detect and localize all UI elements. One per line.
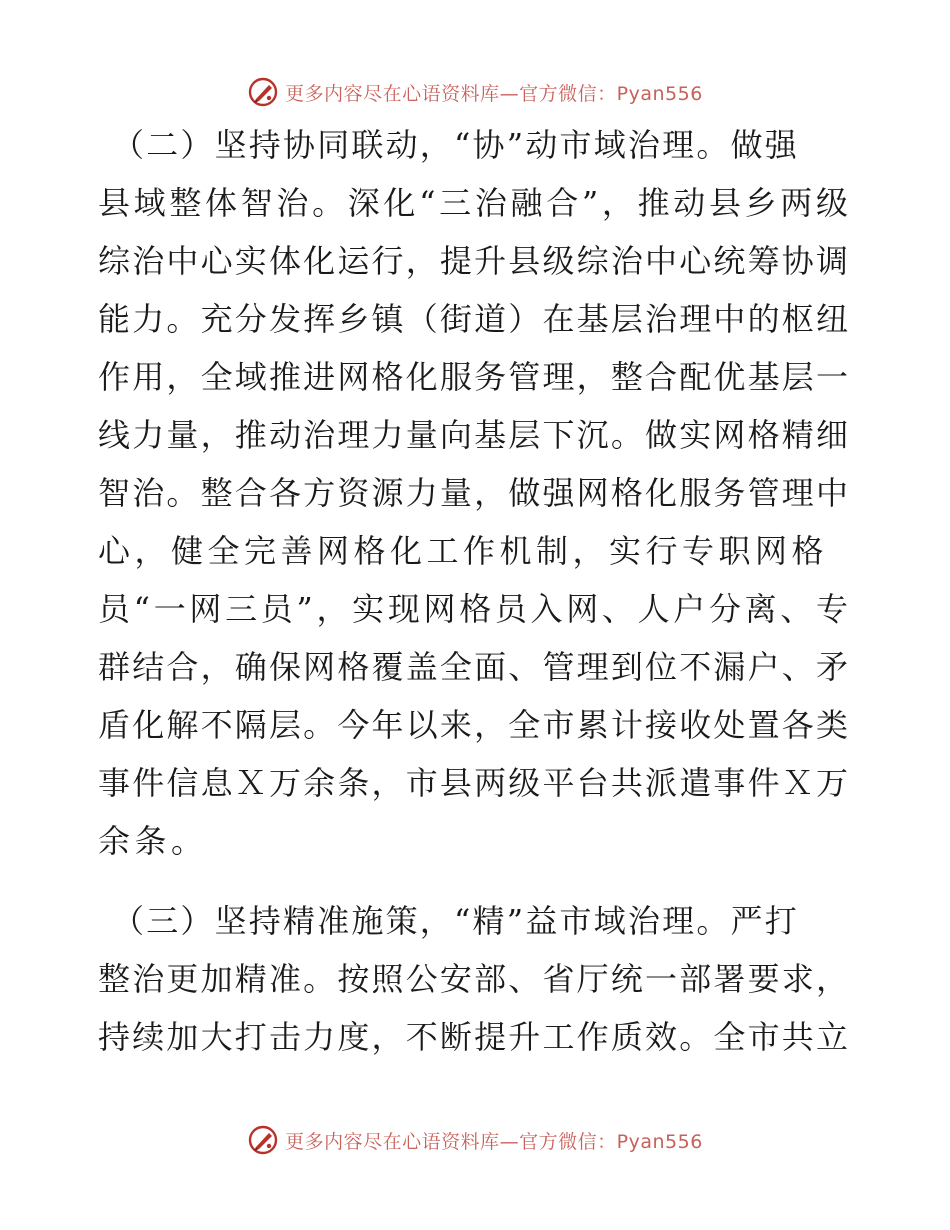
footer-banner (0, 1120, 950, 1160)
paragraph-line: 县域整体智治。深化“三治融合”，推动县乡两级 (98, 184, 848, 222)
paragraph-line: 心，健全完善网格化工作机制，实行专职网格 (98, 532, 829, 570)
header-banner-text: 更多内容尽在心语资料库—官方微信：Pyan556 (285, 82, 703, 105)
paragraph-line: （二）坚持协同联动，“协”动市域治理。做强 (112, 126, 799, 164)
paragraph-line: 作用，全域推进网格化服务管理，整合配优基层一 (98, 358, 848, 396)
paragraph-line: 持续加大打击力度，不断提升工作质效。全市共立 (98, 1018, 848, 1056)
pen-logo-icon (247, 76, 279, 108)
paragraph-line: 余条。 (98, 822, 208, 860)
paragraph-line: 线力量，推动治理力量向基层下沉。做实网格精细 (98, 416, 848, 454)
paragraph-line: 员“一网三员”，实现网格员入网、人户分离、专 (98, 590, 848, 628)
paragraph-line: 群结合，确保网格覆盖全面、管理到位不漏户、矛 (98, 648, 848, 686)
paragraph-line: 盾化解不隔层。今年以来，全市累计接收处置各类 (98, 706, 848, 744)
paragraph-line: 智治。整合各方资源力量，做强网格化服务管理中 (98, 474, 848, 512)
paragraph-line: 能力。充分发挥乡镇（街道）在基层治理中的枢纽 (98, 300, 848, 338)
pen-logo-icon (247, 1124, 279, 1156)
header-banner (0, 72, 950, 112)
paragraph-line: 事件信息Ｘ万余条，市县两级平台共派遣事件Ｘ万 (98, 764, 848, 802)
paragraph-line: （三）坚持精准施策，“精”益市域治理。严打 (112, 902, 799, 940)
footer-banner-text: 更多内容尽在心语资料库—官方微信：Pyan556 (285, 1130, 703, 1153)
paragraph-line: 综治中心实体化运行，提升县级综治中心统筹协调 (98, 242, 848, 280)
paragraph-line: 整治更加精准。按照公安部、省厅统一部署要求， (98, 960, 848, 998)
